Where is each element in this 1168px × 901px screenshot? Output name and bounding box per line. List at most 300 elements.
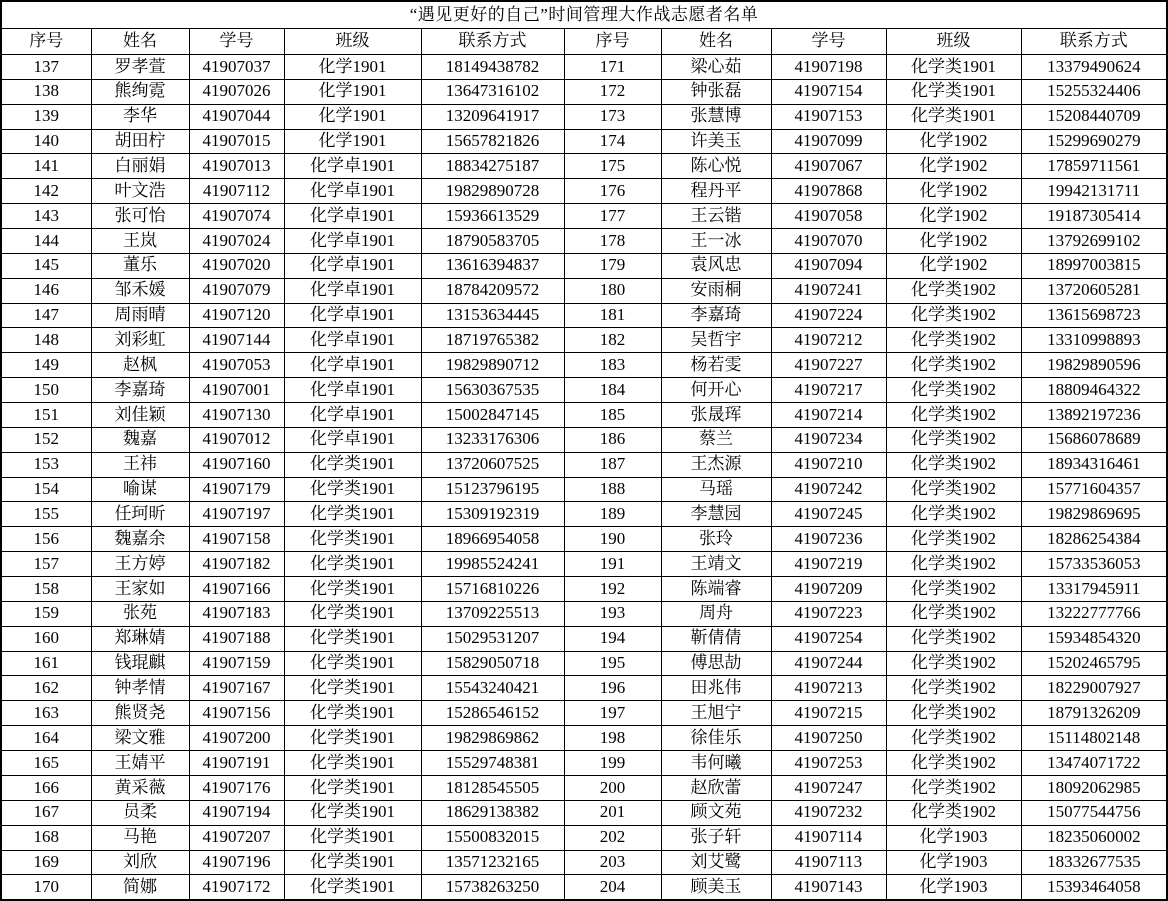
cell-class: 化学类1901 <box>284 601 421 626</box>
cell-index: 144 <box>1 229 91 254</box>
cell-contact: 15771604357 <box>1021 477 1167 502</box>
cell-name: 张苑 <box>91 601 189 626</box>
cell-contact: 18791326209 <box>1021 701 1167 726</box>
cell-index: 155 <box>1 502 91 527</box>
cell-student-id: 41907210 <box>771 452 886 477</box>
cell-class: 化学卓1901 <box>284 204 421 229</box>
cell-contact: 13709225513 <box>421 601 564 626</box>
table-row <box>1 502 1167 527</box>
cell-name: 罗孝萱 <box>91 55 189 80</box>
cell-student-id: 41907074 <box>189 204 284 229</box>
cell-name: 胡田柠 <box>91 129 189 154</box>
cell-class: 化学卓1901 <box>284 278 421 303</box>
cell-name: 顾美玉 <box>661 875 771 900</box>
column-header-student-id: 学号 <box>771 29 886 55</box>
cell-contact: 18997003815 <box>1021 253 1167 278</box>
cell-index: 177 <box>564 204 661 229</box>
cell-class: 化学类1902 <box>886 775 1021 800</box>
table-row <box>1 452 1167 477</box>
table-row <box>1 328 1167 353</box>
cell-index: 202 <box>564 825 661 850</box>
cell-name: 王旭宁 <box>661 701 771 726</box>
table-row <box>1 278 1167 303</box>
cell-index: 137 <box>1 55 91 80</box>
cell-name: 马瑶 <box>661 477 771 502</box>
cell-class: 化学类1902 <box>886 427 1021 452</box>
cell-class: 化学类1901 <box>284 577 421 602</box>
cell-contact: 18934316461 <box>1021 452 1167 477</box>
cell-student-id: 41907236 <box>771 527 886 552</box>
cell-index: 162 <box>1 676 91 701</box>
cell-student-id: 41907198 <box>771 55 886 80</box>
cell-student-id: 41907247 <box>771 775 886 800</box>
cell-index: 179 <box>564 253 661 278</box>
column-header-name: 姓名 <box>661 29 771 55</box>
cell-student-id: 41907217 <box>771 378 886 403</box>
cell-student-id: 41907209 <box>771 577 886 602</box>
cell-class: 化学类1902 <box>886 378 1021 403</box>
cell-contact: 18235060002 <box>1021 825 1167 850</box>
cell-class: 化学1902 <box>886 154 1021 179</box>
cell-class: 化学类1902 <box>886 353 1021 378</box>
cell-index: 184 <box>564 378 661 403</box>
cell-student-id: 41907200 <box>189 726 284 751</box>
cell-index: 143 <box>1 204 91 229</box>
cell-student-id: 41907172 <box>189 875 284 900</box>
cell-name: 安雨桐 <box>661 278 771 303</box>
table-row <box>1 651 1167 676</box>
cell-contact: 15123796195 <box>421 477 564 502</box>
cell-student-id: 41907058 <box>771 204 886 229</box>
cell-name: 喻谋 <box>91 477 189 502</box>
cell-student-id: 41907067 <box>771 154 886 179</box>
cell-contact: 18128545505 <box>421 775 564 800</box>
cell-class: 化学类1902 <box>886 477 1021 502</box>
table-row <box>1 701 1167 726</box>
cell-name: 赵枫 <box>91 353 189 378</box>
cell-class: 化学1901 <box>284 55 421 80</box>
cell-class: 化学类1902 <box>886 626 1021 651</box>
cell-student-id: 41907212 <box>771 328 886 353</box>
cell-name: 田兆伟 <box>661 676 771 701</box>
cell-class: 化学卓1901 <box>284 328 421 353</box>
cell-name: 刘彩虹 <box>91 328 189 353</box>
cell-contact: 18332677535 <box>1021 850 1167 875</box>
table-row <box>1 204 1167 229</box>
cell-class: 化学类1902 <box>886 527 1021 552</box>
cell-student-id: 41907215 <box>771 701 886 726</box>
table-row <box>1 825 1167 850</box>
column-header-contact: 联系方式 <box>421 29 564 55</box>
cell-name: 王杰源 <box>661 452 771 477</box>
cell-name: 梁文雅 <box>91 726 189 751</box>
cell-student-id: 41907120 <box>189 303 284 328</box>
cell-name: 王靖文 <box>661 552 771 577</box>
cell-class: 化学1903 <box>886 875 1021 900</box>
cell-index: 147 <box>1 303 91 328</box>
cell-name: 魏嘉余 <box>91 527 189 552</box>
cell-contact: 15716810226 <box>421 577 564 602</box>
cell-class: 化学类1901 <box>284 800 421 825</box>
column-header-student-id: 学号 <box>189 29 284 55</box>
cell-class: 化学类1901 <box>284 527 421 552</box>
cell-class: 化学卓1901 <box>284 179 421 204</box>
cell-contact: 19829890712 <box>421 353 564 378</box>
cell-contact: 13474071722 <box>1021 751 1167 776</box>
table-row <box>1 552 1167 577</box>
cell-contact: 13792699102 <box>1021 229 1167 254</box>
cell-class: 化学类1902 <box>886 278 1021 303</box>
cell-name: 靳倩倩 <box>661 626 771 651</box>
cell-contact: 13647316102 <box>421 79 564 104</box>
cell-class: 化学卓1901 <box>284 229 421 254</box>
cell-class: 化学1903 <box>886 850 1021 875</box>
cell-student-id: 41907154 <box>771 79 886 104</box>
cell-contact: 15657821826 <box>421 129 564 154</box>
cell-index: 198 <box>564 726 661 751</box>
title-row <box>1 1 1167 29</box>
cell-name: 熊绚霓 <box>91 79 189 104</box>
cell-index: 153 <box>1 452 91 477</box>
cell-index: 169 <box>1 850 91 875</box>
cell-index: 196 <box>564 676 661 701</box>
cell-name: 张可怡 <box>91 204 189 229</box>
cell-name: 李华 <box>91 104 189 129</box>
page-title: “遇见更好的自己”时间管理大作战志愿者名单 <box>1 1 1167 29</box>
cell-contact: 15543240421 <box>421 676 564 701</box>
cell-name: 简娜 <box>91 875 189 900</box>
cell-class: 化学类1901 <box>886 79 1021 104</box>
cell-student-id: 41907112 <box>189 179 284 204</box>
cell-name: 傅思劼 <box>661 651 771 676</box>
cell-contact: 19829890596 <box>1021 353 1167 378</box>
cell-name: 顾文苑 <box>661 800 771 825</box>
cell-index: 183 <box>564 353 661 378</box>
cell-student-id: 41907194 <box>189 800 284 825</box>
cell-name: 张慧博 <box>661 104 771 129</box>
cell-student-id: 41907241 <box>771 278 886 303</box>
cell-index: 174 <box>564 129 661 154</box>
cell-student-id: 41907079 <box>189 278 284 303</box>
cell-index: 171 <box>564 55 661 80</box>
cell-index: 146 <box>1 278 91 303</box>
table-row <box>1 601 1167 626</box>
table-row <box>1 527 1167 552</box>
cell-class: 化学类1902 <box>886 651 1021 676</box>
cell-name: 韦何曦 <box>661 751 771 776</box>
cell-index: 185 <box>564 403 661 428</box>
cell-contact: 15286546152 <box>421 701 564 726</box>
cell-contact: 13153634445 <box>421 303 564 328</box>
cell-student-id: 41907015 <box>189 129 284 154</box>
table-row <box>1 303 1167 328</box>
cell-index: 197 <box>564 701 661 726</box>
cell-student-id: 41907196 <box>189 850 284 875</box>
cell-index: 200 <box>564 775 661 800</box>
cell-contact: 13571232165 <box>421 850 564 875</box>
cell-index: 186 <box>564 427 661 452</box>
cell-index: 194 <box>564 626 661 651</box>
cell-class: 化学1902 <box>886 229 1021 254</box>
cell-contact: 15202465795 <box>1021 651 1167 676</box>
cell-contact: 18286254384 <box>1021 527 1167 552</box>
cell-index: 168 <box>1 825 91 850</box>
cell-index: 165 <box>1 751 91 776</box>
cell-class: 化学1901 <box>284 79 421 104</box>
cell-class: 化学类1902 <box>886 403 1021 428</box>
cell-index: 138 <box>1 79 91 104</box>
cell-student-id: 41907153 <box>771 104 886 129</box>
cell-class: 化学类1901 <box>284 775 421 800</box>
cell-name: 刘艾鹭 <box>661 850 771 875</box>
cell-name: 郑琳婧 <box>91 626 189 651</box>
column-header-name: 姓名 <box>91 29 189 55</box>
cell-class: 化学类1902 <box>886 601 1021 626</box>
cell-student-id: 41907070 <box>771 229 886 254</box>
table-row <box>1 55 1167 80</box>
cell-class: 化学类1902 <box>886 726 1021 751</box>
cell-class: 化学类1901 <box>284 701 421 726</box>
cell-index: 189 <box>564 502 661 527</box>
cell-student-id: 41907245 <box>771 502 886 527</box>
cell-class: 化学类1901 <box>284 875 421 900</box>
cell-student-id: 41907197 <box>189 502 284 527</box>
cell-contact: 13310998893 <box>1021 328 1167 353</box>
cell-index: 195 <box>564 651 661 676</box>
cell-index: 191 <box>564 552 661 577</box>
cell-contact: 19829869862 <box>421 726 564 751</box>
table-row <box>1 154 1167 179</box>
table-row <box>1 353 1167 378</box>
cell-student-id: 41907188 <box>189 626 284 651</box>
cell-name: 马艳 <box>91 825 189 850</box>
table-row <box>1 253 1167 278</box>
cell-index: 170 <box>1 875 91 900</box>
cell-contact: 13379490624 <box>1021 55 1167 80</box>
cell-class: 化学类1901 <box>284 726 421 751</box>
cell-student-id: 41907158 <box>189 527 284 552</box>
cell-index: 203 <box>564 850 661 875</box>
cell-contact: 15299690279 <box>1021 129 1167 154</box>
cell-student-id: 41907053 <box>189 353 284 378</box>
cell-index: 158 <box>1 577 91 602</box>
cell-index: 160 <box>1 626 91 651</box>
cell-contact: 15255324406 <box>1021 79 1167 104</box>
cell-student-id: 41907242 <box>771 477 886 502</box>
cell-name: 叶文浩 <box>91 179 189 204</box>
cell-student-id: 41907253 <box>771 751 886 776</box>
cell-contact: 15936613529 <box>421 204 564 229</box>
cell-index: 159 <box>1 601 91 626</box>
cell-class: 化学类1901 <box>284 850 421 875</box>
cell-contact: 15529748381 <box>421 751 564 776</box>
cell-name: 许美玉 <box>661 129 771 154</box>
cell-student-id: 41907868 <box>771 179 886 204</box>
cell-class: 化学类1902 <box>886 676 1021 701</box>
cell-index: 172 <box>564 79 661 104</box>
cell-class: 化学1902 <box>886 204 1021 229</box>
cell-index: 166 <box>1 775 91 800</box>
cell-index: 156 <box>1 527 91 552</box>
cell-student-id: 41907250 <box>771 726 886 751</box>
cell-class: 化学类1901 <box>284 751 421 776</box>
cell-name: 钱琨麒 <box>91 651 189 676</box>
cell-student-id: 41907013 <box>189 154 284 179</box>
cell-name: 刘佳颖 <box>91 403 189 428</box>
cell-index: 192 <box>564 577 661 602</box>
cell-student-id: 41907219 <box>771 552 886 577</box>
cell-index: 149 <box>1 353 91 378</box>
cell-index: 167 <box>1 800 91 825</box>
cell-contact: 15309192319 <box>421 502 564 527</box>
cell-index: 193 <box>564 601 661 626</box>
cell-contact: 13616394837 <box>421 253 564 278</box>
column-header-class: 班级 <box>886 29 1021 55</box>
cell-student-id: 41907223 <box>771 601 886 626</box>
cell-class: 化学卓1901 <box>284 303 421 328</box>
cell-name: 王一冰 <box>661 229 771 254</box>
cell-student-id: 41907254 <box>771 626 886 651</box>
cell-contact: 18790583705 <box>421 229 564 254</box>
cell-name: 邹禾媛 <box>91 278 189 303</box>
cell-class: 化学类1902 <box>886 303 1021 328</box>
cell-name: 魏嘉 <box>91 427 189 452</box>
cell-student-id: 41907234 <box>771 427 886 452</box>
cell-name: 刘欣 <box>91 850 189 875</box>
table-row <box>1 79 1167 104</box>
cell-contact: 18629138382 <box>421 800 564 825</box>
cell-name: 赵欣蕾 <box>661 775 771 800</box>
cell-name: 周舟 <box>661 601 771 626</box>
cell-class: 化学1902 <box>886 253 1021 278</box>
cell-student-id: 41907099 <box>771 129 886 154</box>
table-row <box>1 104 1167 129</box>
cell-class: 化学类1902 <box>886 751 1021 776</box>
cell-student-id: 41907232 <box>771 800 886 825</box>
cell-index: 190 <box>564 527 661 552</box>
cell-contact: 18784209572 <box>421 278 564 303</box>
cell-class: 化学卓1901 <box>284 353 421 378</box>
cell-index: 141 <box>1 154 91 179</box>
cell-class: 化学卓1901 <box>284 378 421 403</box>
cell-contact: 19942131711 <box>1021 179 1167 204</box>
cell-contact: 15733536053 <box>1021 552 1167 577</box>
cell-student-id: 41907244 <box>771 651 886 676</box>
cell-name: 蔡兰 <box>661 427 771 452</box>
cell-name: 陈心悦 <box>661 154 771 179</box>
cell-class: 化学1901 <box>284 129 421 154</box>
cell-class: 化学1902 <box>886 179 1021 204</box>
table-row <box>1 751 1167 776</box>
cell-student-id: 41907213 <box>771 676 886 701</box>
cell-contact: 19187305414 <box>1021 204 1167 229</box>
cell-contact: 19829890728 <box>421 179 564 204</box>
cell-name: 王方婷 <box>91 552 189 577</box>
cell-class: 化学类1902 <box>886 701 1021 726</box>
cell-class: 化学类1902 <box>886 328 1021 353</box>
cell-contact: 18092062985 <box>1021 775 1167 800</box>
cell-class: 化学卓1901 <box>284 403 421 428</box>
cell-name: 张玲 <box>661 527 771 552</box>
cell-contact: 15002847145 <box>421 403 564 428</box>
cell-student-id: 41907182 <box>189 552 284 577</box>
cell-index: 175 <box>564 154 661 179</box>
cell-name: 杨若雯 <box>661 353 771 378</box>
cell-student-id: 41907130 <box>189 403 284 428</box>
cell-class: 化学卓1901 <box>284 427 421 452</box>
cell-name: 王婧平 <box>91 751 189 776</box>
cell-index: 201 <box>564 800 661 825</box>
cell-index: 142 <box>1 179 91 204</box>
cell-name: 李嘉琦 <box>91 378 189 403</box>
cell-contact: 13892197236 <box>1021 403 1167 428</box>
cell-contact: 18229007927 <box>1021 676 1167 701</box>
cell-index: 145 <box>1 253 91 278</box>
cell-name: 黄采薇 <box>91 775 189 800</box>
cell-student-id: 41907183 <box>189 601 284 626</box>
cell-class: 化学卓1901 <box>284 253 421 278</box>
roster-body <box>1 55 1167 901</box>
cell-contact: 15393464058 <box>1021 875 1167 900</box>
cell-contact: 15829050718 <box>421 651 564 676</box>
cell-contact: 13720605281 <box>1021 278 1167 303</box>
cell-class: 化学类1901 <box>284 676 421 701</box>
cell-name: 李嘉琦 <box>661 303 771 328</box>
cell-name: 程丹平 <box>661 179 771 204</box>
cell-index: 180 <box>564 278 661 303</box>
cell-student-id: 41907167 <box>189 676 284 701</box>
table-row <box>1 726 1167 751</box>
cell-contact: 13615698723 <box>1021 303 1167 328</box>
cell-index: 140 <box>1 129 91 154</box>
table-row <box>1 403 1167 428</box>
cell-student-id: 41907044 <box>189 104 284 129</box>
cell-class: 化学类1902 <box>886 577 1021 602</box>
cell-index: 164 <box>1 726 91 751</box>
cell-student-id: 41907179 <box>189 477 284 502</box>
cell-index: 150 <box>1 378 91 403</box>
cell-contact: 13209641917 <box>421 104 564 129</box>
cell-student-id: 41907024 <box>189 229 284 254</box>
table-row <box>1 129 1167 154</box>
cell-name: 王岚 <box>91 229 189 254</box>
header-row <box>1 29 1167 55</box>
cell-student-id: 41907143 <box>771 875 886 900</box>
cell-contact: 13317945911 <box>1021 577 1167 602</box>
table-row <box>1 577 1167 602</box>
cell-name: 任珂昕 <box>91 502 189 527</box>
cell-class: 化学类1901 <box>284 825 421 850</box>
table-row <box>1 800 1167 825</box>
cell-name: 王祎 <box>91 452 189 477</box>
cell-student-id: 41907114 <box>771 825 886 850</box>
cell-name: 吴哲宇 <box>661 328 771 353</box>
cell-name: 熊贤尧 <box>91 701 189 726</box>
column-header-contact: 联系方式 <box>1021 29 1167 55</box>
cell-class: 化学1901 <box>284 104 421 129</box>
cell-student-id: 41907144 <box>189 328 284 353</box>
table-row <box>1 775 1167 800</box>
cell-index: 176 <box>564 179 661 204</box>
cell-index: 151 <box>1 403 91 428</box>
cell-name: 王云锴 <box>661 204 771 229</box>
cell-student-id: 41907166 <box>189 577 284 602</box>
cell-index: 157 <box>1 552 91 577</box>
cell-class: 化学类1901 <box>284 477 421 502</box>
cell-student-id: 41907026 <box>189 79 284 104</box>
cell-contact: 17859711561 <box>1021 154 1167 179</box>
cell-student-id: 41907207 <box>189 825 284 850</box>
